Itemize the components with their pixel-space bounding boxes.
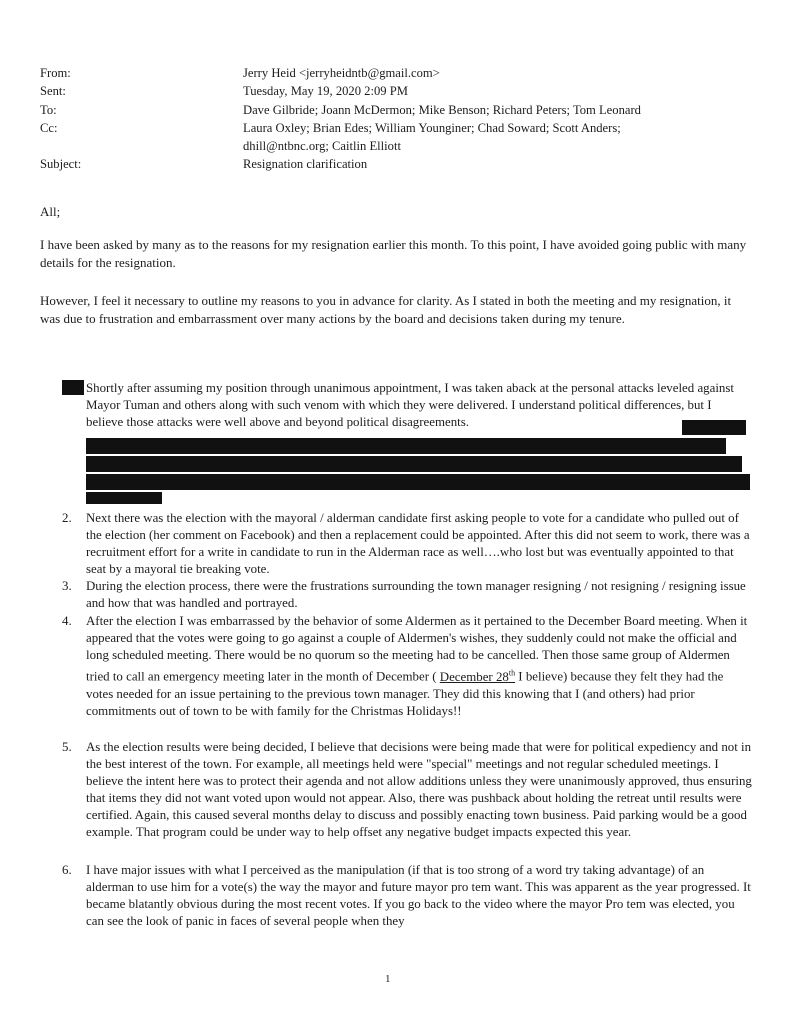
cc-row bbox=[40, 119, 760, 156]
cc-value-line1: Laura Oxley; Brian Edes; William Younginer; Chad Soward; Scott Anders; bbox=[243, 120, 621, 135]
redaction-block bbox=[86, 492, 162, 504]
list-item-text: As the election results were being decided, I believe that decisions were being made that were for political expediency and not in the best interest of the town. For example, all meetings held were "special" meetings and not regular scheduled meetings. I believe the intent here was to protect their agenda and not allow additions unless they were unanimously approved, thus ensuring that items they did not want voted upon would not appear. Also, there was pushback about holding the retreat until results were certified. Again, this caused several months delay to discuss and possibly enacting town business. Paid parking would be a good example. That program could be under way to help offset any negative budget impacts expected this year. bbox=[86, 740, 752, 840]
list-item-text: Next there was the election with the mayoral / alderman candidate first asking people to vote for a candidate who pulled out of the election (her comment on Facebook) and then a replacement could be appointed. After this did not seem to work, there was a recruitment effort for a write in candidate to run in the Alderman race as well….who lost but was eventually appointed to that seat by a mayoral tie breaking vote. bbox=[86, 511, 750, 577]
to-label: To: bbox=[40, 102, 57, 117]
subject-label: Subject: bbox=[40, 157, 82, 172]
list-item-3 bbox=[62, 578, 752, 612]
email-header bbox=[40, 64, 760, 174]
underlined-date: December 28th bbox=[439, 668, 516, 684]
sent-row bbox=[40, 82, 760, 100]
redaction-number-1 bbox=[62, 380, 84, 395]
cc-value bbox=[243, 119, 760, 156]
from-label: From: bbox=[40, 66, 71, 80]
list-number: 6. bbox=[62, 863, 72, 877]
reasons-paragraph: However, I feel it necessary to outline my reasons to you in advance for clarity. As I stated in both the meeting and my resignation, it was due to frustration and embarrassment over many actions by the board and decisions taken during my tenure. bbox=[40, 293, 732, 326]
to-row bbox=[40, 101, 760, 119]
redaction-block bbox=[86, 474, 750, 490]
redaction-block bbox=[86, 438, 726, 454]
redaction-block bbox=[682, 420, 746, 435]
sent-value: Tuesday, May 19, 2020 2:09 PM bbox=[243, 84, 408, 99]
cc-value-line2: dhill@ntbnc.org; Caitlin Elliott bbox=[243, 139, 401, 154]
list-number: 3. bbox=[62, 579, 72, 593]
from-value: Jerry Heid <jerryheidntb@gmail.com> bbox=[243, 66, 440, 80]
sent-label: Sent: bbox=[40, 84, 66, 99]
from-row bbox=[40, 64, 760, 82]
list-item-4 bbox=[62, 613, 752, 720]
page-number: 1 bbox=[385, 973, 391, 985]
redaction-block bbox=[86, 456, 742, 472]
list-item-text: After the election I was embarrassed by the behavior of some Aldermen as it pertained to the December Board meeting. When it appeared that the votes were going to go against a couple of Aldermen's wishes, they suddenly could not make the official and long scheduled meeting. There would be no quorum so the meeting had to be cancelled. Then those same group of Aldermen tried to call an emergency meeting later in the month of December ( bbox=[86, 614, 748, 684]
subject-value: Resignation clarification bbox=[243, 157, 368, 172]
cc-label: Cc: bbox=[40, 120, 58, 135]
list-number: 4. bbox=[62, 614, 72, 628]
intro-paragraph: I have been asked by many as to the reasons for my resignation earlier this month. To this point, I have avoided going public with many details for the resignation. bbox=[40, 237, 747, 270]
list-number: 5. bbox=[62, 740, 72, 754]
list-item-text: During the election process, there were the frustrations surrounding the town manager resigning / not resigning / resigning issue and how that was handled and portrayed. bbox=[86, 579, 746, 611]
list-item-text-cont: I believe) because they felt they had the votes needed for an issue pertaining to the previous town manager. They did this knowing that I (and others) had prior commitments out of town to be with family for the Christmas Holidays!! bbox=[86, 669, 724, 718]
salutation: All; bbox=[40, 204, 61, 219]
list-item-text: I have major issues with what I perceived as the manipulation (if that is too strong of a word try taking advantage) of an alderman to use him for a vote(s) the way the mayor and future mayor pro tem want. This was apparent as the year progressed. It became blatantly obvious during the most recent votes. If you go back to the video where the mayor Pro tem was elected, you can see the look of panic in faces of several people when they bbox=[86, 863, 751, 929]
subject-row bbox=[40, 155, 760, 173]
list-item-6 bbox=[62, 862, 752, 930]
list-item-2 bbox=[62, 510, 752, 578]
list-item-1: Shortly after assuming my position through unanimous appointment, I was taken aback at the personal attacks leveled against Mayor Tuman and others along with such venom with which they were delivered. I understand political differences, but I believe those attacks were well above and beyond political disagreements. bbox=[86, 381, 734, 430]
list-item-5 bbox=[62, 739, 752, 842]
to-value: Dave Gilbride; Joann McDermon; Mike Benson; Richard Peters; Tom Leonard bbox=[243, 102, 641, 117]
list-number: 2. bbox=[62, 511, 72, 525]
